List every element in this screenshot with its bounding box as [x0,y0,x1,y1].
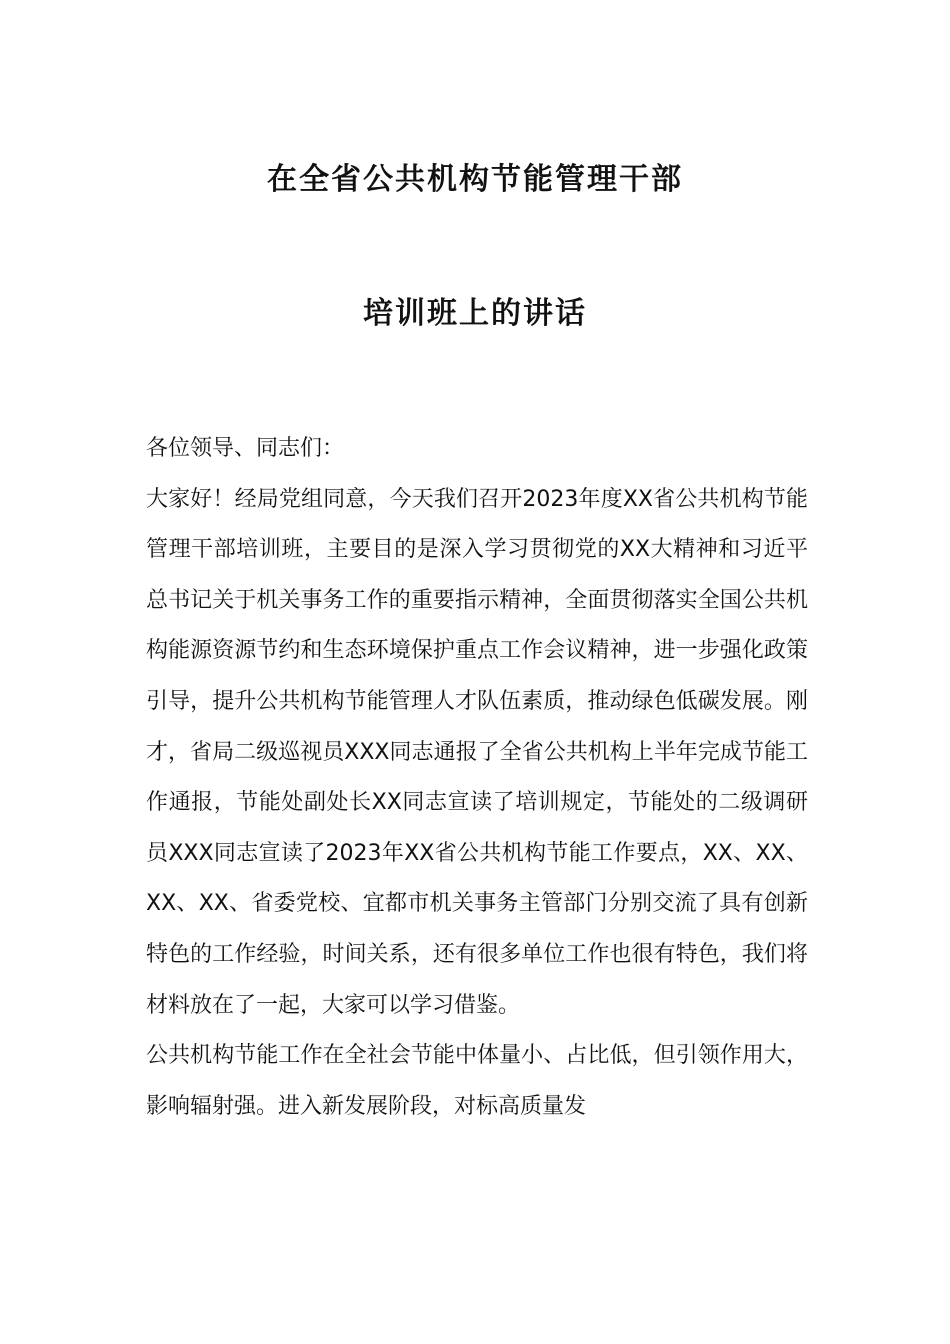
document-body [146,424,808,1132]
paragraph: 公共机构节能工作在全社会节能中体量小、占比低，但引领作用大，影响辐射强。进入新发展阶段，对标高质量发 [146,1043,808,1119]
paragraph: 大家好！经局党组同意，今天我们召开2023年度XX省公共机构节能管理干部培训班，主要目的是深入学习贯彻党的XX大精神和习近平总书记关于机关事务工作的重要指示精神，全面贯彻落实全国公共机构能源资源节约和生态环境保护重点工作会议精神，进一步强化政策引导，提升公共机构节能管理人才队伍素质，推动绿色低碳发展。刚才，省局二级巡视员XXX同志通报了全省公共机构上半年完成节能工作通报，节能处副处长XX同志宣读了培训规定，节能处的二级调研员XXX同志宣读了2023年XX省公共机构节能工作要点，XX、XX、XX、XX、省委党校、宜都市机关事务主管部门分别交流了具有创新特色的工作经验，时间关系，还有很多单位工作也很有特色，我们将材料放在了一起，大家可以学习借鉴。 [146,486,808,1018]
document-title-line-2: 培训班上的讲话 [363,296,587,331]
document-title-line-1: 在全省公共机构节能管理干部 [267,162,683,197]
salutation: 各位领导、同志们： [146,436,345,461]
